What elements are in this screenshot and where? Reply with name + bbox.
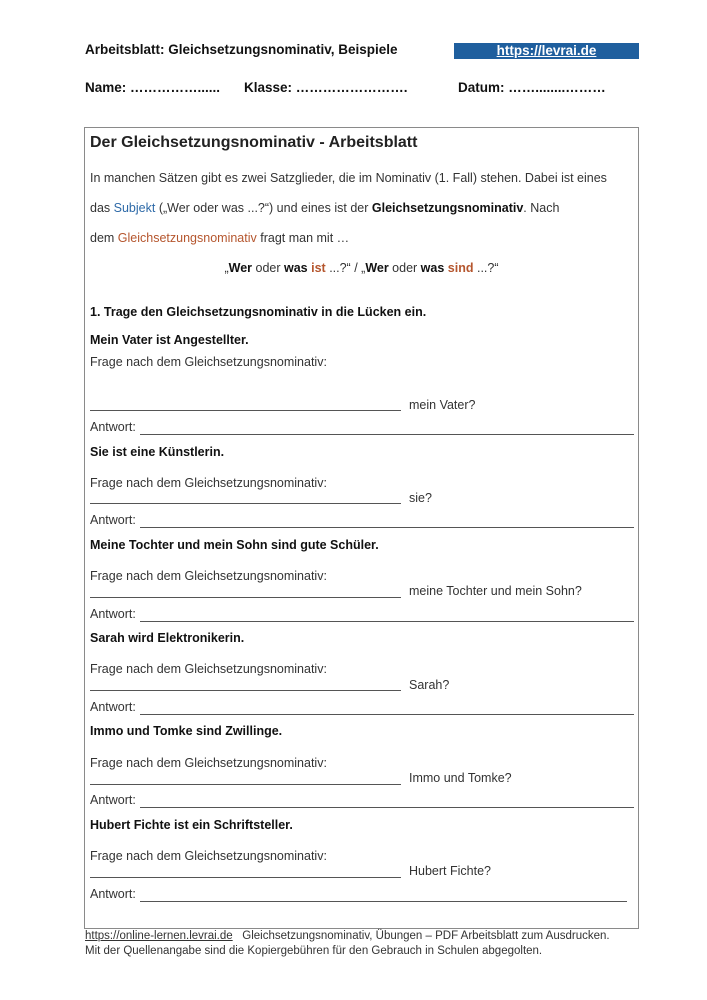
- intro-line-1: In manchen Sätzen gibt es zwei Satzglieder, die im Nominativ (1. Fall) stehen. Dabei ist eines: [90, 171, 607, 185]
- date-field: Datum: ……........………: [458, 80, 606, 95]
- intro-line-3: dem Gleichsetzungsnominativ fragt man mit …: [90, 231, 350, 245]
- subject-text: sie?: [409, 491, 432, 505]
- question-blank[interactable]: [90, 784, 401, 785]
- class-field: Klasse: …………………….: [244, 80, 408, 95]
- worksheet-title: Der Gleichsetzungsnominativ - Arbeitsblatt: [90, 134, 418, 151]
- exercise-sentence: Mein Vater ist Angestellter.: [90, 333, 249, 347]
- question-pattern: „Wer oder was ist ...?“ / „Wer oder was sind ...?“: [224, 261, 499, 275]
- subject-text: Sarah?: [409, 678, 450, 692]
- answer-label: Antwort:: [90, 607, 136, 621]
- answer-blank[interactable]: [140, 901, 627, 902]
- subject-text: Immo und Tomke?: [409, 771, 512, 785]
- gsn-term-colored: Gleichsetzungsnominativ: [117, 231, 257, 245]
- worksheet-box: [84, 127, 639, 929]
- answer-blank[interactable]: [140, 714, 634, 715]
- answer-label: Antwort:: [90, 700, 136, 714]
- exercise-sentence: Hubert Fichte ist ein Schriftsteller.: [90, 818, 293, 832]
- subjekt-term: Subjekt: [113, 201, 156, 215]
- exercise-sentence: Immo und Tomke sind Zwillinge.: [90, 724, 283, 738]
- question-label: Frage nach dem Gleichsetzungsnominativ:: [90, 569, 327, 583]
- footer-link[interactable]: https://online-lernen.levrai.de: [85, 930, 233, 942]
- question-label: Frage nach dem Gleichsetzungsnominativ:: [90, 756, 327, 770]
- question-label: Frage nach dem Gleichsetzungsnominativ:: [90, 355, 327, 369]
- answer-blank[interactable]: [140, 621, 634, 622]
- task-instruction: 1. Trage den Gleichsetzungsnominativ in die Lücken ein.: [90, 305, 427, 319]
- question-blank[interactable]: [90, 503, 401, 504]
- question-blank[interactable]: [90, 410, 401, 411]
- answer-label: Antwort:: [90, 793, 136, 807]
- footer-line-2: Mit der Quellenangabe sind die Kopiergebühren für den Gebrauch in Schulen abgegolten.: [85, 945, 543, 957]
- answer-label: Antwort:: [90, 887, 136, 901]
- worksheet-header-title: Arbeitsblatt: Gleichsetzungsnominativ, Beispiele: [85, 42, 398, 57]
- subject-text: mein Vater?: [409, 398, 476, 412]
- answer-label: Antwort:: [90, 420, 136, 434]
- name-field: Name: ……………......: [85, 80, 221, 95]
- question-label: Frage nach dem Gleichsetzungsnominativ:: [90, 662, 327, 676]
- answer-blank[interactable]: [140, 807, 634, 808]
- question-blank[interactable]: [90, 690, 401, 691]
- footer-line-1: [85, 930, 610, 942]
- question-blank[interactable]: [90, 877, 401, 878]
- question-label: Frage nach dem Gleichsetzungsnominativ:: [90, 849, 327, 863]
- answer-blank[interactable]: [140, 527, 634, 528]
- subject-text: meine Tochter und mein Sohn?: [409, 584, 582, 598]
- header-website-link[interactable]: https://levrai.de: [454, 43, 639, 59]
- intro-line-2: das Subjekt („Wer oder was ...?“) und eines ist der Gleichsetzungsnominativ. Nach: [90, 201, 560, 215]
- exercise-sentence: Meine Tochter und mein Sohn sind gute Schüler.: [90, 538, 379, 552]
- answer-label: Antwort:: [90, 513, 136, 527]
- answer-blank[interactable]: [140, 434, 634, 435]
- gsn-term-bold: Gleichsetzungsnominativ: [371, 201, 524, 215]
- footer-text: Gleichsetzungsnominativ, Übungen – PDF Arbeitsblatt zum Ausdrucken.: [232, 930, 610, 942]
- question-blank[interactable]: [90, 597, 401, 598]
- question-label: Frage nach dem Gleichsetzungsnominativ:: [90, 476, 327, 490]
- exercise-sentence: Sarah wird Elektronikerin.: [90, 631, 245, 645]
- subject-text: Hubert Fichte?: [409, 864, 491, 878]
- exercise-sentence: Sie ist eine Künstlerin.: [90, 445, 225, 459]
